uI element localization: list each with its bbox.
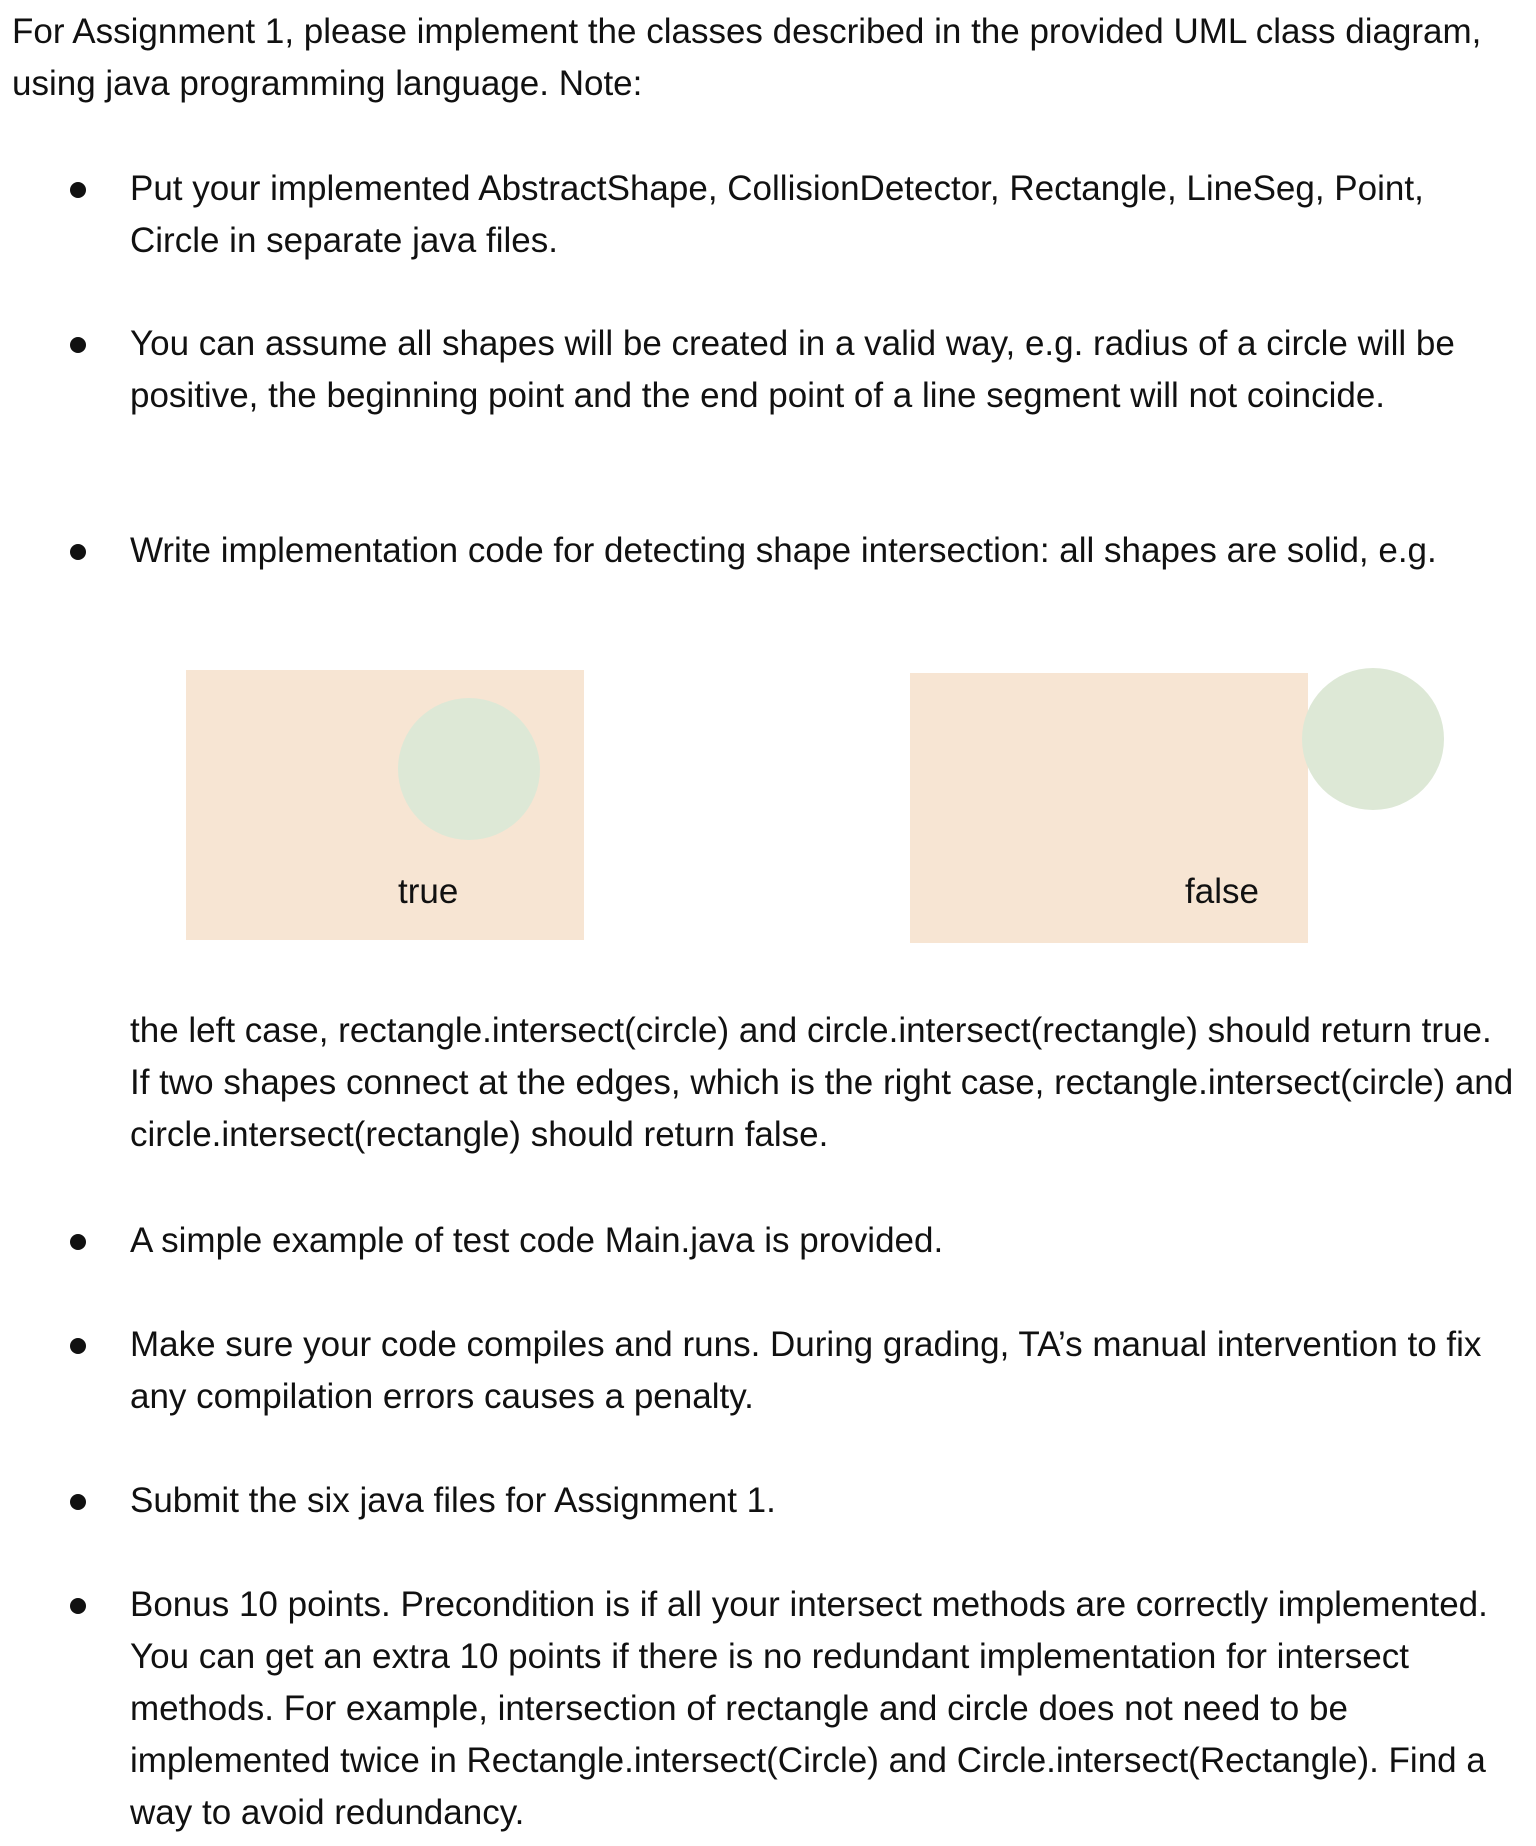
bullet-dot [70, 182, 86, 198]
bullet-bonus: Bonus 10 points. Precondition is if all your intersect methods are correctly implemented. You can get an extra 10 points if there is no redundant implementation for intersect methods. For example, intersection of rectangle and circle does not need to be implemented twice in Rectangle.intersect(Circle) and Circle.intersect(Rectangle). Find a way to avoid redundancy. [130, 1585, 1488, 1832]
bullet-intersection: Write implementation code for detecting shape intersection: all shapes are solid, e.g. [130, 531, 1437, 570]
bullet-dot [70, 337, 86, 353]
circle-shape [1302, 668, 1444, 810]
circle-shape [398, 698, 540, 840]
false-label: false [1185, 872, 1259, 911]
bullet-dot [70, 1598, 86, 1614]
intro-text: For Assignment 1, please implement the classes described in the provided UML class diagram, using java programming language. Note: [12, 12, 1482, 103]
bullet-dot [70, 544, 86, 560]
bullet-submit: Submit the six java files for Assignment 1. [130, 1481, 776, 1520]
true-label: true [398, 872, 459, 911]
explanation-text: the left case, rectangle.intersect(circle) and circle.intersect(rectangle) should return true. If two shapes connect at the edges, which is the right case, rectangle.intersect(circle) and circle.intersect(rectangle) should return false. [130, 1011, 1514, 1154]
bullet-test-code: A simple example of test code Main.java is provided. [130, 1221, 944, 1260]
bullet-valid-shapes: You can assume all shapes will be created in a valid way, e.g. radius of a circle will be positive, the beginning point and the end point of a line segment will not coincide. [130, 324, 1455, 415]
bullet-separate-files: Put your implemented AbstractShape, CollisionDetector, Rectangle, LineSeg, Point, Circle in separate java files. [130, 169, 1424, 260]
bullet-dot [70, 1338, 86, 1354]
bullet-dot [70, 1494, 86, 1510]
bullet-dot [70, 1234, 86, 1250]
bullet-compiles: Make sure your code compiles and runs. During grading, TA’s manual intervention to fix any compilation errors causes a penalty. [130, 1325, 1482, 1416]
